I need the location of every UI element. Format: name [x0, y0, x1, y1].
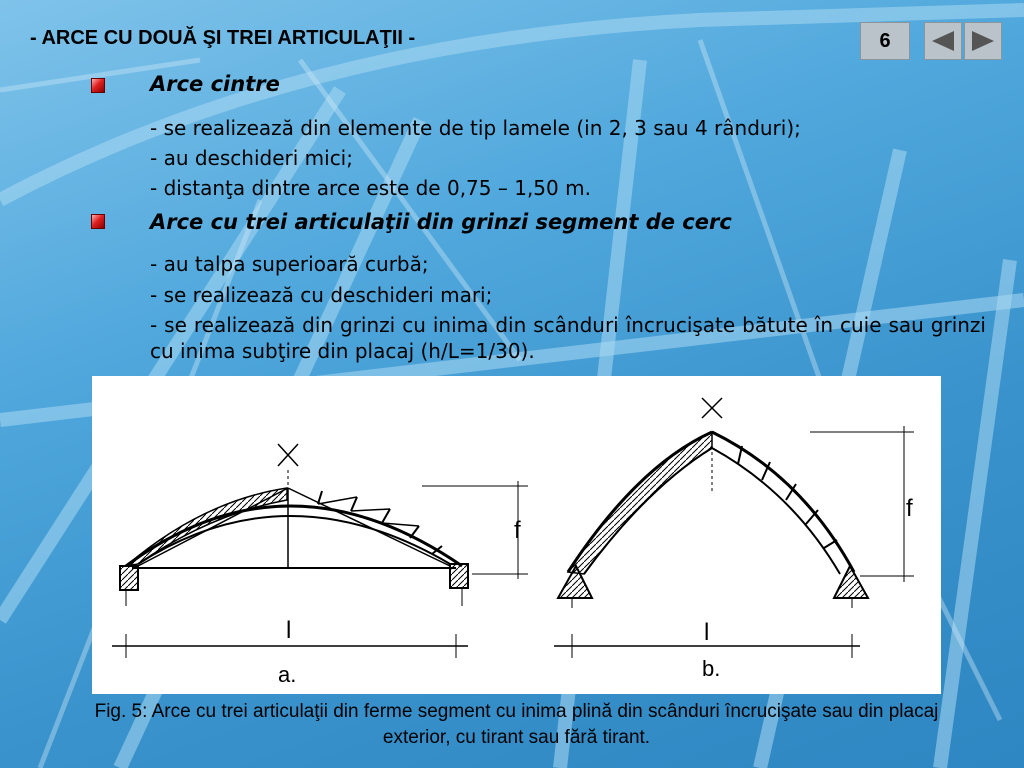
section2-line: - au talpa superioară curbă;: [150, 252, 429, 276]
slide-title: - ARCE CU DOUĂ ŞI TREI ARTICULAŢII -: [30, 27, 416, 49]
arch-figure: [92, 376, 941, 694]
arch-a-span-label: l: [286, 617, 292, 644]
section2-line: - se realizează din grinzi cu inima din scânduri încrucişate bătute în cuie sau grinzi cu inima subţire din placaj (h/L=1/30).: [150, 313, 986, 363]
next-slide-button[interactable]: [964, 22, 1002, 60]
arch-b-drawing: [554, 398, 914, 658]
page-number-badge: 6: [860, 22, 910, 60]
bullet-icon: [91, 214, 105, 229]
arch-a-drawing: [112, 444, 528, 658]
bullet-icon: [91, 78, 105, 93]
arch-a-rise-label: f: [514, 517, 521, 544]
section1-line: - au deschideri mici;: [150, 146, 353, 170]
figure-caption: Fig. 5: Arce cu trei articulaţii din ferme segment cu inima plină din scânduri încrucişate sau din placaj exterior, cu tirant sau fără tirant.: [94, 701, 939, 748]
prev-slide-button[interactable]: [924, 22, 962, 60]
arch-b-rise-label: f: [906, 495, 913, 522]
section1-line: - se realizează din elemente de tip lamele (in 2, 3 sau 4 rânduri);: [150, 116, 801, 140]
arch-b-label: b.: [702, 656, 721, 681]
section2-line: - se realizează cu deschideri mari;: [150, 283, 493, 307]
arch-b-span-label: l: [704, 619, 710, 646]
section1-heading: Arce cintre: [150, 72, 280, 96]
triangle-left-icon: [930, 29, 956, 53]
triangle-right-icon: [970, 29, 996, 53]
arch-a-label: a.: [278, 662, 297, 687]
section1-line: - distanţa dintre arce este de 0,75 – 1,50 m.: [150, 176, 591, 200]
section2-heading: Arce cu trei articulaţii din grinzi segment de cerc: [150, 210, 732, 234]
arch-drawings: [92, 376, 941, 694]
